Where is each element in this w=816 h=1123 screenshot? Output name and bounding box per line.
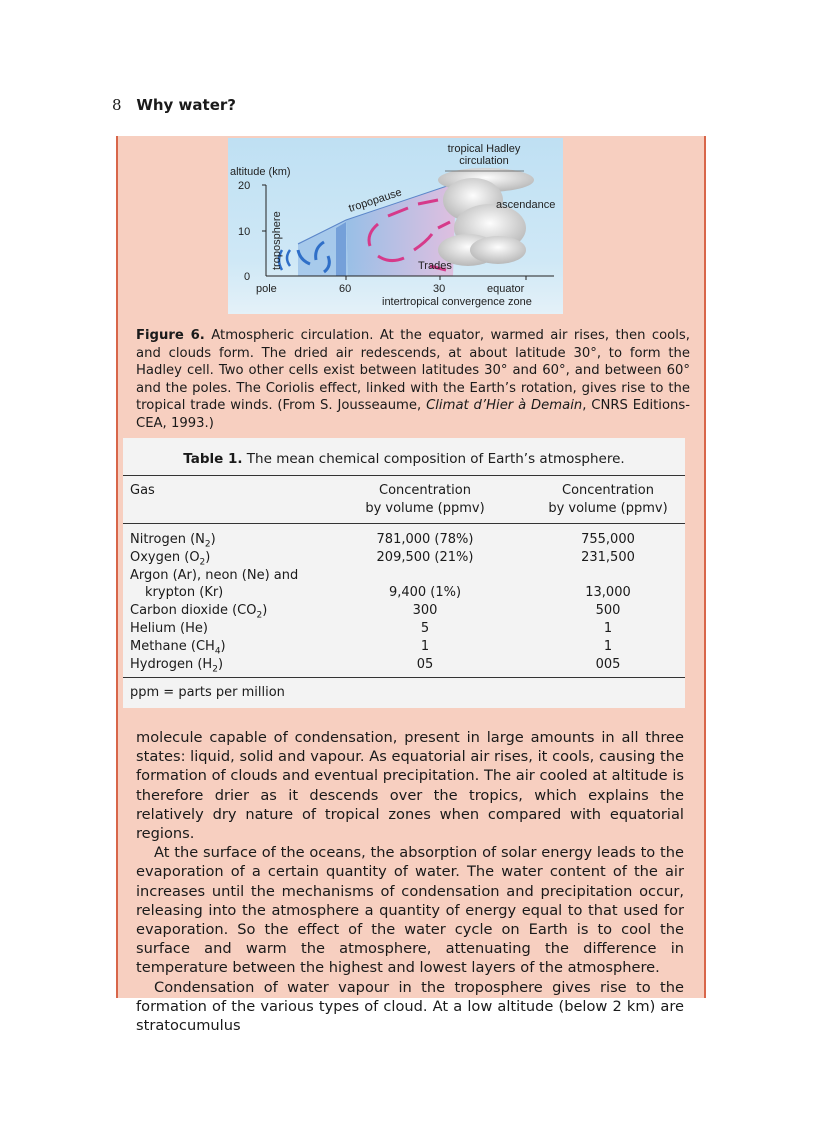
tropopause-label: tropopause [347,186,404,215]
ascendance-label: ascendance [496,199,556,211]
table-cell-gas: Hydrogen $(H_2)$ [130,656,224,675]
table-cell-gas: Methane $(CH_4)$ [130,638,226,657]
paragraph-3: Condensation of water vapour in the troposphere gives rise to the formation of the various types of cloud. At a low altitude (below 2 km) are stratocumulus [136,978,684,1035]
paragraph-2: At the surface of the oceans, the absorption of solar energy leads to the evaporation of a certain quantity of water. The water content of the air increases until the mechanisms of condensation and precipitation occur, releasing into the atmosphere a quantity of energy equal to that used for evaporation. So the effect of the water cycle on Earth is to cool the surface and warm the atmosphere, attenuating the difference in temperature between the highest and lowest layers of the atmosphere. [136,844,684,977]
table-cell-c1: 209,500 (21%) [376,549,474,565]
table-cell-c2: 1 [603,638,613,654]
table-header-rule [123,523,685,524]
table-cell-gas: Argon (Ar), neon (Ne) and [130,567,299,583]
table-cell-c1: 5 [420,621,430,636]
table-title: Table 1. The mean chemical composition of Earth’s atmosphere. [183,451,625,467]
x-tick-30: 30 [433,283,446,295]
table-cell-c2: 500 [595,603,621,619]
table-cell-c2: 1 [603,621,613,636]
caption-source: Climat d’Hier à Demain [426,398,583,413]
y-axis-label: altitude (km) [230,166,291,178]
figure-atmospheric-circulation [228,138,563,314]
body-text [136,728,684,1035]
trades-label: Trades [418,260,452,272]
x-sublabel: intertropical convergence zone [382,296,532,308]
table-cell-c1: 9,400 (1%) [388,585,462,601]
running-head [112,96,236,114]
table-cell-c2: 231,500 [581,549,635,565]
front-band [336,222,346,276]
y-tick-20: 20 [238,180,251,192]
composition-table [123,438,685,708]
table-cell-c1: 1 [420,638,430,654]
col-header-conc2: Concentration by volume (ppmv) [548,483,668,516]
table-cell-c1: 781,000 (78%) [376,532,474,547]
caption-label: Figure 6. [136,328,205,343]
table-bottom-rule [123,677,685,678]
figure-title-line1: tropical Hadley [447,143,521,155]
x-tick-60: 60 [339,283,352,295]
y-tick-0: 0 [244,271,251,283]
x-tick-pole: pole [256,283,277,295]
figure-caption [136,327,690,432]
caption-text: Atmospheric circulation. At the equator, warmed air rises, then cools, and clouds form. The dried air redescends, at about latitude 30°, to form the Hadley cell. Two other cells exist between latitudes 30° and 60°, and between 60° and the poles. The Coriolis effect, linked with the Earth’s rotation, gives rise to the tropical trade winds. (From S. Jousseaume, [136,328,690,413]
table-cell-c1: 300 [412,603,438,619]
chapter-title: Why water? [136,96,236,114]
table-cell-c1: 05 [416,656,434,672]
table-cell-gas: Oxygen $(O_2)$ [130,549,211,568]
table-cell-c2: 13,000 [585,585,631,601]
caption-text-end: , CNRS Editions-CEA, 1993.) [136,398,690,431]
troposphere-label: troposphere [271,211,283,270]
table-cell-gas: Carbon dioxide $(CO_2)$ [130,603,268,621]
table-cell-gas: krypton (Kr) [145,585,224,601]
table-footnote: ppm = parts per million [130,685,285,700]
col-header-gas: Gas [130,483,155,498]
table-cell-gas: Nitrogen $(N_2)$ [130,532,216,550]
table-cell-gas: Helium (He) [130,621,208,636]
x-tick-equator: equator [487,283,525,295]
col-header-conc1: Concentration by volume (ppmv) [365,483,485,516]
page-number: 8 [112,96,122,114]
paragraph-1: molecule capable of condensation, present in large amounts in all three states: liquid, solid and vapour. As equatorial air rises, it cools, causing the formation of clouds and eventual precipitation. The air cooled at altitude is therefore drier as it descends over the tropics, which explains the relatively dry nature of tropical zones when compared with equatorial regions. [136,729,684,843]
table-top-rule [123,475,685,476]
y-tick-10: 10 [238,226,251,238]
table-cell-c2: 005 [595,656,621,672]
table-cell-c2: 755,000 [581,532,635,547]
figure-title-line2: circulation [459,155,509,167]
